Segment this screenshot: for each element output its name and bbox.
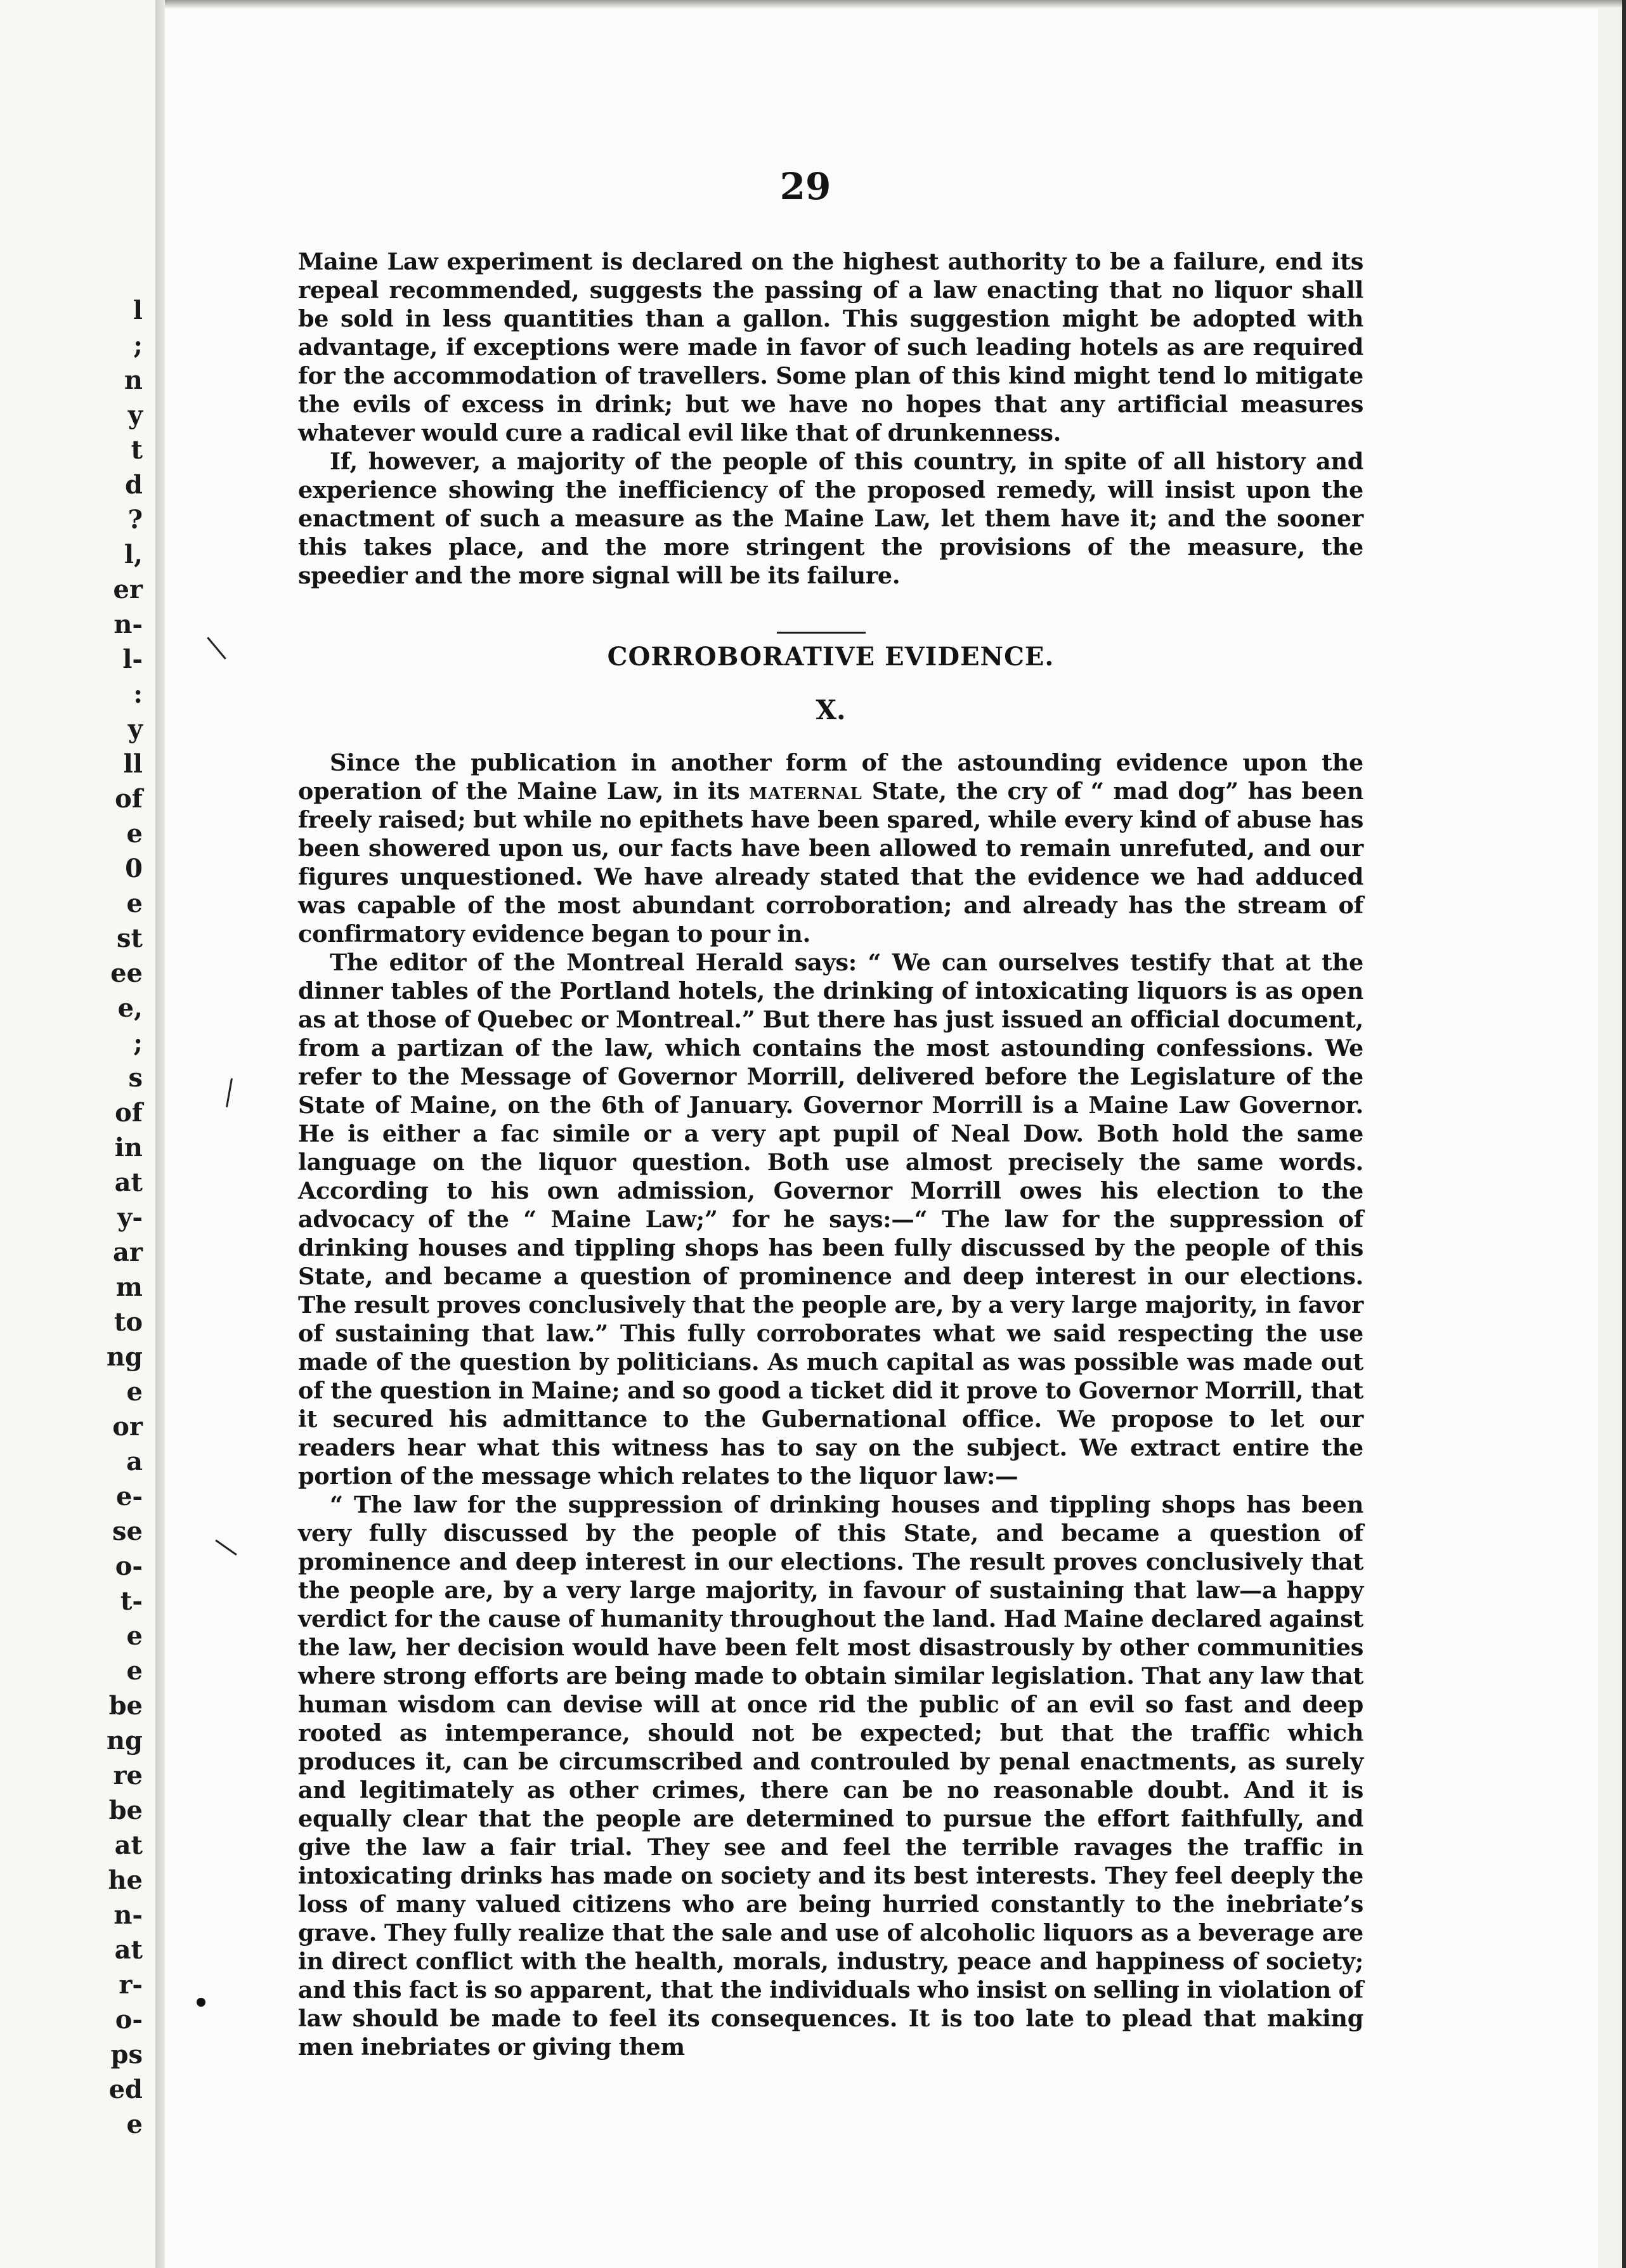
- left-page-fragment: 0: [125, 854, 143, 883]
- p1-text-start: Since the publication in another form of the astounding evidence upon the operation of the Maine Law, in its: [298, 749, 1363, 805]
- left-page-fragment: l: [133, 296, 143, 325]
- left-page-fragment: ps: [110, 2040, 143, 2069]
- left-page-fragment: be: [108, 1796, 143, 1825]
- page-right-edge: [1622, 0, 1626, 2268]
- left-page-fragment: ll: [123, 749, 143, 779]
- left-page-fragment: y: [127, 400, 143, 430]
- left-page-fragment: st: [117, 923, 143, 953]
- left-page-fragment: ;: [133, 330, 143, 360]
- left-page-fragment: d: [125, 470, 143, 500]
- left-page-fragment: se: [112, 1516, 143, 1546]
- scan-dot-mark: [197, 1998, 205, 2007]
- left-page-fragment: e: [126, 819, 143, 849]
- left-page-fragment: n-: [114, 609, 143, 639]
- left-page-fragment: n-: [114, 1900, 143, 1930]
- left-page-fragment: y-: [117, 1202, 143, 1232]
- section-numeral: X.: [816, 694, 846, 726]
- left-page-fragment: t: [131, 435, 143, 465]
- left-page-fragment: be: [108, 1691, 143, 1721]
- left-page-fragment: to: [114, 1307, 143, 1337]
- left-page-fragment: ee: [110, 958, 143, 988]
- left-page-fragment: e,: [117, 993, 143, 1023]
- left-page-fragment: e: [126, 1621, 143, 1651]
- p1-text-end: State, the cry of “ mad dog” has been freely raised; but while no epithets have been spared, while every kind of abuse has been showered upon us, our facts have been allowed to remain unrefuted, and our figures unquestioned. We have already stated that the evidence we had adduced was capable of the most abundant corroboration; and already has the stream of confirmatory evidence began to pour in.: [298, 778, 1363, 948]
- top-text-block: [298, 247, 1363, 590]
- left-page-fragment: o-: [115, 2005, 143, 2035]
- section-divider-rule: [777, 632, 866, 634]
- left-page-fragment: he: [108, 1865, 143, 1895]
- paragraph-since-publication: [298, 748, 1363, 948]
- left-page-fragment: at: [114, 1935, 143, 1965]
- left-page-fragment: re: [113, 1761, 143, 1790]
- left-page-fragment: e: [126, 1656, 143, 1686]
- left-page-fragment: or: [112, 1412, 143, 1442]
- left-facing-page: [0, 0, 158, 2268]
- p1-smallcaps-word: maternal: [749, 778, 862, 805]
- left-page-fragment: :: [133, 679, 143, 709]
- left-page-fragment: at: [114, 1168, 143, 1197]
- left-page-fragment: ed: [108, 2075, 143, 2104]
- paragraph-message-quote: “ The law for the suppression of drinking houses and tippling shops has been very fully discussed by the people of this State, and became a question of prominence and deep interest in our elections. The result proves conclusively that the people are, by a very large majority, in favour of sustaining that law—a happy verdict for the cause of humanity throughout the land. Had Maine declared against the law, her decision would have been felt most disastrously by other communities where strong efforts are being made to obtain similar legislation. That any law that human wisdom can devise will at once rid the public of an evil so fast and deep rooted as intemperance, should not be expected; but that the traffic which produces it, can be circumscribed and controuled by penal enactments, as surely and legitimately as other crimes, there can be no reasonable doubt. And it is equally clear that the people are determined to pursue the effort faithfully, and give the law a fair trial. They see and feel the terrible ravages the traffic in intoxicating drinks has made on society and its best interests. They feel deeply the loss of many valued citizens who are being hurried constantly to the inebriate’s grave. They fully realize that the sale and use of alcoholic liquors as a beverage are in direct conflict with the health, morals, industry, peace and happiness of society; and this fact is so apparent, that the individuals who insist on selling in violation of law should be made to feel its consequences. It is too late to plead that making men inebriates or giving them: [298, 1491, 1363, 2061]
- left-page-fragment: of: [115, 1098, 143, 1128]
- left-page-fragment: r-: [119, 1970, 143, 2000]
- left-page-fragment: e: [126, 889, 143, 918]
- left-page-fragment: n: [124, 365, 143, 395]
- paragraph-continuation: Maine Law experiment is declared on the highest authority to be a failure, end its repeal recommended, suggests the passing of a law enacting that no liquor shall be sold in less quantities than a gallon. This suggestion might be adopted with advantage, if exceptions were made in favor of such leading hotels as are required for the accommodation of travellers. Some plan of this kind might tend lo mitigate the evils of excess in drink; but we have no hopes that any artificial measures whatever would cure a radical evil like that of drunkenness.: [298, 248, 1363, 446]
- section-heading: CORROBORATIVE EVIDENCE.: [607, 642, 1055, 672]
- left-page-fragment: at: [114, 1830, 143, 1860]
- left-page-fragment: e: [126, 2109, 143, 2139]
- left-page-fragment: ng: [106, 1342, 143, 1372]
- page-top-edge: [165, 0, 1626, 9]
- left-page-fragment: e-: [115, 1482, 143, 1511]
- left-page-fragment: ?: [127, 505, 143, 535]
- left-page-fragment: a: [126, 1447, 143, 1476]
- left-page-fragment: s: [128, 1063, 143, 1093]
- left-page-fragment: er: [113, 575, 143, 604]
- left-page-fragment: in: [114, 1133, 143, 1163]
- paragraph-majority: If, however, a majority of the people of this country, in spite of all history and experience showing the inefficiency of the proposed remedy, will insist upon the enactment of such a measure as the Maine Law, let them have it; and the sooner this takes place, and the more stringent the provisions of the measure, the speedier and the more signal will be its failure.: [298, 448, 1363, 589]
- page-number: 29: [779, 165, 831, 208]
- left-page-fragment: ;: [133, 1028, 143, 1058]
- left-page-fragment: ng: [106, 1726, 143, 1756]
- main-text-block: [298, 748, 1363, 2061]
- left-page-fragment: ar: [113, 1237, 143, 1267]
- left-page-fragment: of: [115, 784, 143, 814]
- left-page-fragment: l,: [124, 540, 143, 570]
- left-page-fragment: o-: [115, 1551, 143, 1581]
- left-page-fragment: e: [126, 1377, 143, 1407]
- left-page-fragment: y: [127, 714, 143, 744]
- left-page-fragment: m: [115, 1272, 143, 1302]
- left-page-fragment: t-: [120, 1586, 143, 1616]
- paragraph-montreal-herald: The editor of the Montreal Herald says: “ We can ourselves testify that at the dinner tables of the Portland hotels, the drinking of intoxicating liquors is as open as at those of Quebec or Montreal.” But there has just issued an official document, from a partizan of the law, which contains the most astounding confessions. We refer to the Message of Governor Morrill, delivered before the Legislature of the State of Maine, on the 6th of January. Governor Morrill is a Maine Law Governor. He is either a fac simile or a very apt pupil of Neal Dow. Both hold the same language on the liquor question. Both use almost precisely the same words. According to his own admission, Governor Morrill owes his election to the advocacy of the “ Maine Law;” for he says:—“ The law for the suppression of drinking houses and tippling shops has been fully discussed by the people of this State, and became a question of prominence and deep interest in our elections. The result proves conclusively that the people are, by a very large majority, in favor of sustaining that law.” This fully corroborates what we said respecting the use made of the question by politicians. As much capital as was possible was made out of the question in Maine; and so good a ticket did it prove to Governor Morrill, that it secured his admittance to the Gubernational office. We propose to let our readers hear what this witness has to say on the subject. We extract entire the portion of the message which relates to the liquor law:—: [298, 949, 1363, 1490]
- left-page-fragment: l-: [122, 644, 143, 674]
